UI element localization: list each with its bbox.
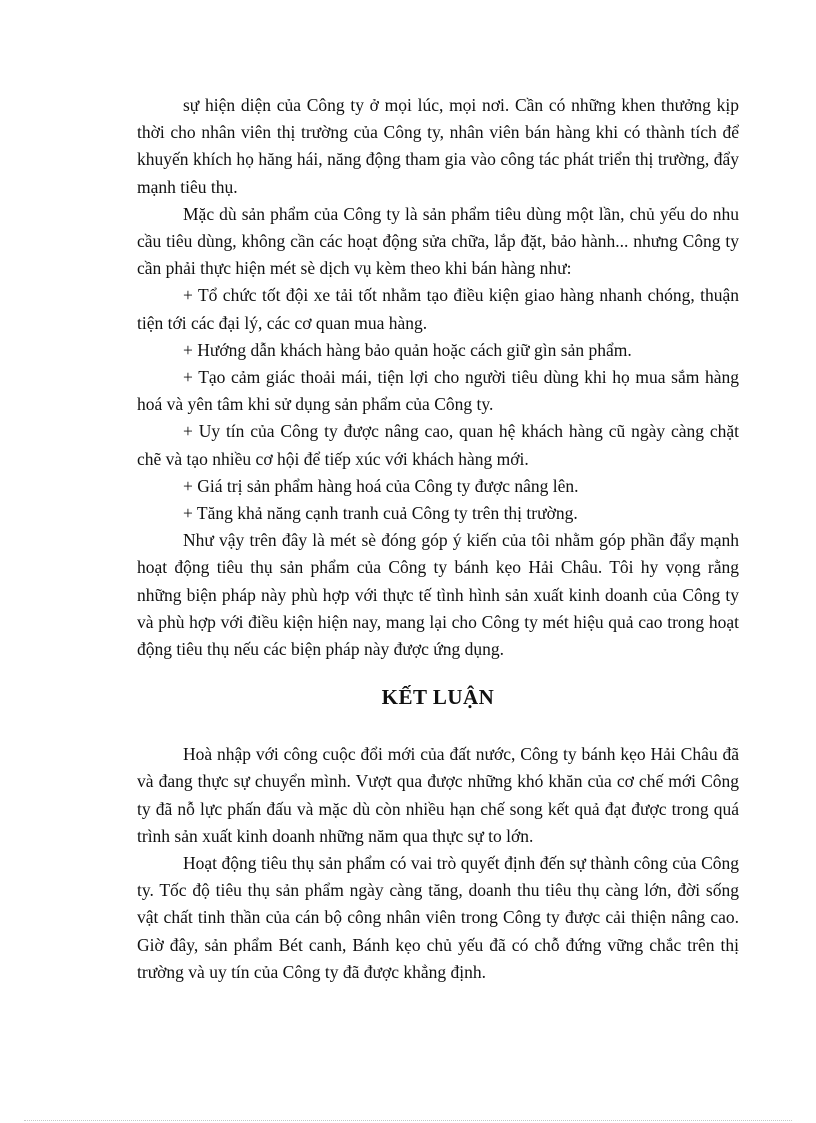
document-page: [137, 92, 739, 986]
list-item-competitiveness: + Tăng khả năng cạnh tranh cuả Công ty trên thị trường.: [183, 503, 578, 524]
paragraph-summary: Như vậy trên đây là mét sè đóng góp ý kiến của tôi nhằm góp phần đẩy mạnh hoạt động tiêu thụ sản phẩm của Công ty bánh kẹo Hải Châu. Tôi hy vọng rằng những biện pháp này phù hợp với thực tế tình hình sản xuất kinh doanh của Công ty và phù hợp với điều kiện hiện nay, mang lại cho Công ty mét hiệu quả cao trong hoạt động tiêu thụ nếu các biện pháp này được ứng dụng.: [137, 530, 739, 660]
list-item-comfort: + Tạo cảm giác thoải mái, tiện lợi cho người tiêu dùng khi họ mua sắm hàng hoá và yên tâm khi sử dụng sản phẩm của Công ty.: [137, 367, 739, 415]
paragraph-services-intro: Mặc dù sản phẩm của Công ty là sản phẩm tiêu dùng một lần, chủ yếu do nhu cầu tiêu dùng, không cần các hoạt động sửa chữa, lắp đặt, bảo hành... nhưng Công ty cần phải thực hiện mét sè dịch vụ kèm theo khi bán hàng như:: [137, 203, 739, 279]
paragraph-conclusion-2: Hoạt động tiêu thụ sản phẩm có vai trò quyết định đến sự thành công của Công ty. Tốc độ tiêu thụ sản phẩm ngày càng tăng, doanh thu tiêu thụ càng lớn, đời sống vật chất tinh thần của cán bộ công nhân viên trong Công ty được cải thiện nâng cao. Giờ đây, sản phẩm Bét canh, Bánh kẹo chủ yếu đã có chỗ đứng vững chắc trên thị trường và uy tín của Công ty đã được khẳng định.: [137, 853, 739, 982]
list-item-value: + Giá trị sản phẩm hàng hoá của Công ty được nâng lên.: [183, 475, 579, 496]
conclusion-heading: KẾT LUẬN: [381, 685, 495, 710]
list-item-delivery: + Tổ chức tốt đội xe tải tốt nhằm tạo điều kiện giao hàng nhanh chóng, thuận tiện tới các đại lý, các cơ quan mua hàng.: [137, 285, 739, 333]
page-bottom-divider: [24, 1120, 792, 1121]
list-item-storage-guidance: + Hướng dẫn khách hàng bảo quản hoặc cách giữ gìn sản phẩm.: [183, 339, 632, 360]
paragraph-recognition: sự hiện diện của Công ty ở mọi lúc, mọi nơi. Cần có những khen thưởng kịp thời cho nhân viên thị trường của Công ty, nhân viên bán hàng khi có thành tích để khuyến khích họ hăng hái, năng động tham gia vào công tác phát triển thị trường, đẩy mạnh tiêu thụ.: [137, 95, 739, 197]
list-item-reputation: + Uy tín của Công ty được nâng cao, quan hệ khách hàng cũ ngày càng chặt chẽ và tạo nhiều cơ hội để tiếp xúc với khách hàng mới.: [137, 421, 739, 469]
section-recommendations: [137, 92, 739, 663]
paragraph-conclusion-1: Hoà nhập với công cuộc đổi mới của đất nước, Công ty bánh kẹo Hải Châu đã và đang thực sự chuyển mình. Vượt qua được những khó khăn của cơ chế mới Công ty đã nỗ lực phấn đấu và mặc dù còn nhiều hạn chế song kết quả đạt được trong quá trình sản xuất kinh doanh những năm qua thực sự to lớn.: [137, 744, 739, 846]
section-conclusion: [137, 741, 739, 986]
